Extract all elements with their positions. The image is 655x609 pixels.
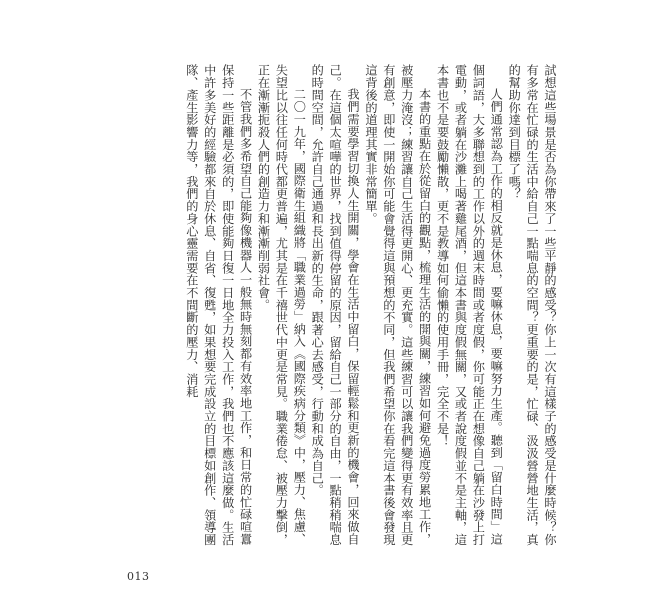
- paragraph-6: 不管我們多希望自己能夠像機器人一般無時無刻都有效率地工作，和日常的忙碌喧囂保持一些距離是必須的，即使能夠日復一日地全力投入工作，我們也不應該這麼做。生活中許多美好的經驗都來自於休息、自省、復甦，如果想要完成設立的目標如創作、領導團隊、產生影響力等，我們的身心靈需要在不間斷的壓力、消耗: [184, 64, 253, 546]
- page-number: 013: [127, 570, 150, 583]
- paragraph-2: 人們通常認為工作的相反就是休息，要嘛休息，要嘛努力生產。聽到「留白時間」這個詞語，大多聯想到的工作以外的週末時間或者度假，你可能正在想像自己躺在沙發上打電動，或者躺在沙灘上喝著雞尾酒，但這本書與度假無關，又或者說度假並不是主軸，這本書也不是要鼓勵懶散，更不是教導如何偷懶的使用手冊，完全不是！: [435, 64, 504, 546]
- paragraph-3: 本書的重點在於從留白的觀點，梳理生活的開與關，練習如何避免過度勞累地工作，被壓力淹沒；練習讓自己生活得更開心、更充實。這些練習可以讓我們變得更有效率且更有創意，即使一開始你可能會覺得這與預想的不同，但我們希望你在看完這本書後會發現這背後的道理其實非常簡單。: [363, 64, 432, 546]
- paragraph-1: 試想這些場景是否為你帶來了一些平靜的感受？你上一次有這樣子的感受是什麼時候？你有多常在忙碌的生活中給自己一點喘息的空間？更重要的是，忙碌、汲汲營營地生活，真的幫助你達到目標了嗎？: [507, 64, 557, 546]
- paragraph-5: 二〇一九年，國際衛生組織將「職業過勞」納入《國際疾病分類》中，壓力、焦慮、失望比以往任何時代都更普遍，尤其是在千禧世代中更是常見。職業倦怠、被壓力擊倒，正在漸漸扼殺人們的創造力和漸漸削弱社會。: [256, 64, 307, 546]
- body-text: [120, 64, 558, 552]
- paragraph-4: 我們需要學習切換人生開關，學會在生活中留白，保留輕鬆和更新的機會，回來做自己。在這個太喧嘩的世界，找到值得停留的原因，留給自己一部分的自由，一點稍稍喘息的時間空間，允許自己通過和長出新的生命，跟著心去感受，行動和成為自己。: [310, 64, 361, 546]
